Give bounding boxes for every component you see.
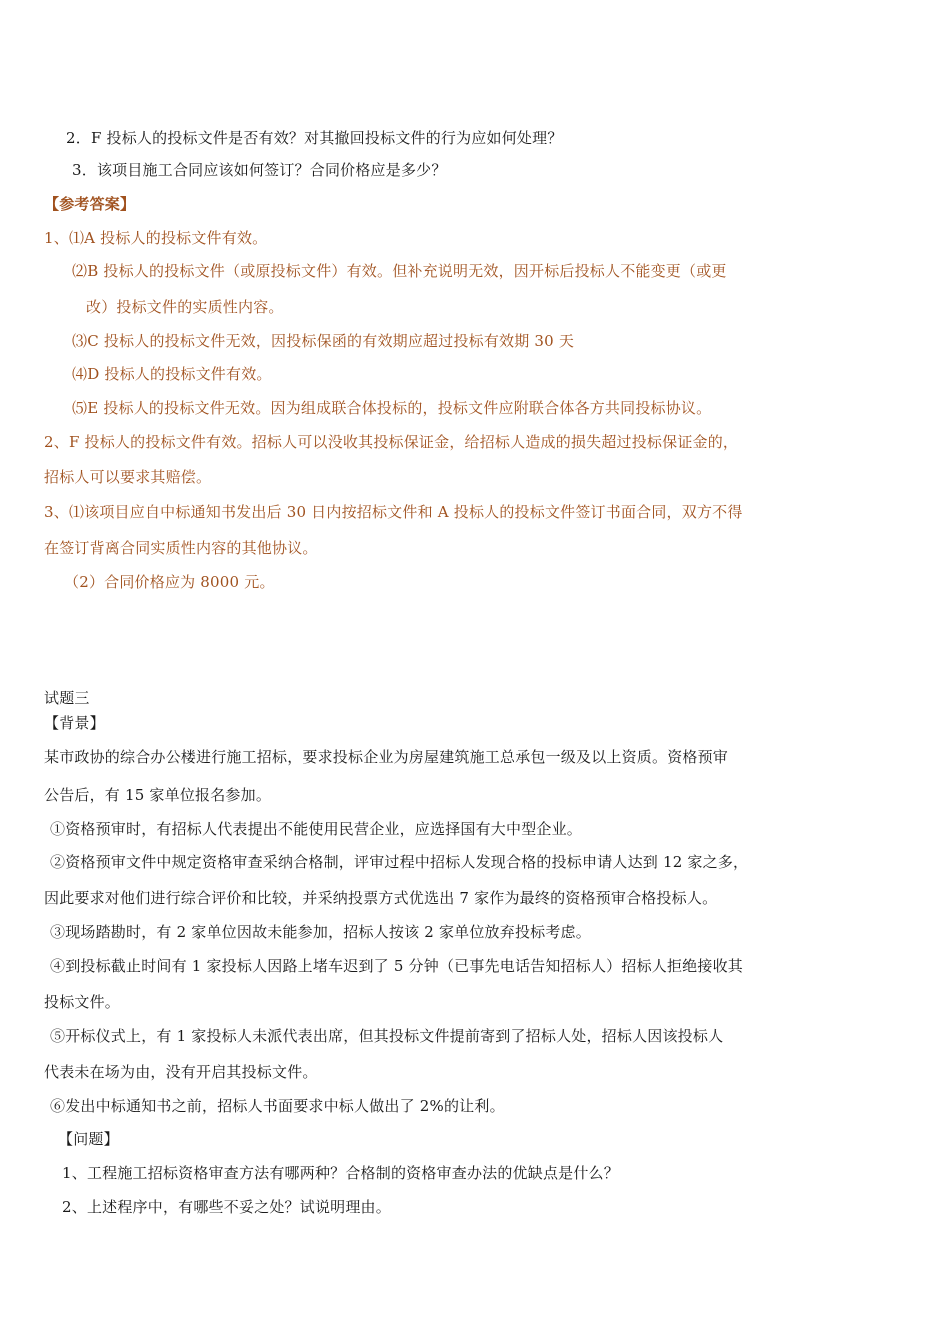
section3-question-2: 2、上述程序中，有哪些不妥之处？试说明理由。 xyxy=(62,1198,391,1216)
background-item-3: ③现场踏勘时，有 2 家单位因故未能参加，招标人按该 2 家单位放弃投标考虑。 xyxy=(50,923,591,941)
background-item-2-line2: 因此要求对他们进行综合评价和比较，并采纳投票方式优选出 7 家作为最终的资格预审合格投标人。 xyxy=(44,889,718,907)
answer-3-line2: 在签订背离合同实质性内容的其他协议。 xyxy=(44,539,318,557)
question-2: 2．F 投标人的投标文件是否有效？对其撤回投标文件的行为应如何处理？ xyxy=(66,129,563,147)
answer-3-line1: 3、⑴该项目应自中标通知书发出后 30 日内按招标文件和 A 投标人的投标文件签订书面合同，双方不得 xyxy=(44,503,743,521)
answer-1-2-line1: ⑵B 投标人的投标文件（或原投标文件）有效。但补充说明无效，因开标后投标人不能变更（或更 xyxy=(72,262,727,280)
question-heading: 【问题】 xyxy=(58,1130,119,1148)
answer-2-line1: 2、F 投标人的投标文件有效。招标人可以没收其投标保证金，给招标人造成的损失超过投标保证金的， xyxy=(44,433,739,451)
answer-2-line2: 招标人可以要求其赔偿。 xyxy=(44,468,212,486)
background-item-2-line1: ②资格预审文件中规定资格审查采纳合格制，评审过程中招标人发现合格的投标申请人达到 12 家之多， xyxy=(50,853,749,871)
background-item-1: ①资格预审时，有招标人代表提出不能使用民营企业，应选择国有大中型企业。 xyxy=(50,820,583,838)
section3-question-1: 1、工程施工招标资格审查方法有哪两种？合格制的资格审查办法的优缺点是什么？ xyxy=(62,1164,619,1182)
background-line1: 某市政协的综合办公楼进行施工招标，要求投标企业为房屋建筑施工总承包一级及以上资质。资格预审 xyxy=(44,748,729,766)
answer-1-4: ⑷D 投标人的投标文件有效。 xyxy=(72,365,272,383)
background-item-6: ⑥发出中标通知书之前，招标人书面要求中标人做出了 2%的让利。 xyxy=(50,1097,505,1115)
section-title: 试题三 xyxy=(44,689,90,707)
background-line2: 公告后，有 15 家单位报名参加。 xyxy=(44,786,272,804)
answer-1-3: ⑶C 投标人的投标文件无效，因投标保函的有效期应超过投标有效期 30 天 xyxy=(72,332,575,350)
background-item-4-line1: ④到投标截止时间有 1 家投标人因路上堵车迟到了 5 分钟（已事先电话告知招标人）招标人拒绝接收其 xyxy=(50,957,743,975)
answer-3-2: （2）合同价格应为 8000 元。 xyxy=(64,573,275,591)
background-item-4-line2: 投标文件。 xyxy=(44,993,121,1011)
question-3: 3．该项目施工合同应该如何签订？合同价格应是多少？ xyxy=(72,161,447,179)
answer-1-5: ⑸E 投标人的投标文件无效。因为组成联合体投标的，投标文件应附联合体各方共同投标协议。 xyxy=(72,399,712,417)
background-item-5-line2: 代表未在场为由，没有开启其投标文件。 xyxy=(44,1063,318,1081)
answer-heading: 【参考答案】 xyxy=(44,195,136,213)
background-item-5-line1: ⑤开标仪式上，有 1 家投标人未派代表出席，但其投标文件提前寄到了招标人处，招标人因该投标人 xyxy=(50,1027,724,1045)
answer-1-2-line2: 改）投标文件的实质性内容。 xyxy=(86,298,284,316)
background-heading: 【背景】 xyxy=(44,714,105,732)
answer-1-1: 1、⑴A 投标人的投标文件有效。 xyxy=(44,229,268,247)
